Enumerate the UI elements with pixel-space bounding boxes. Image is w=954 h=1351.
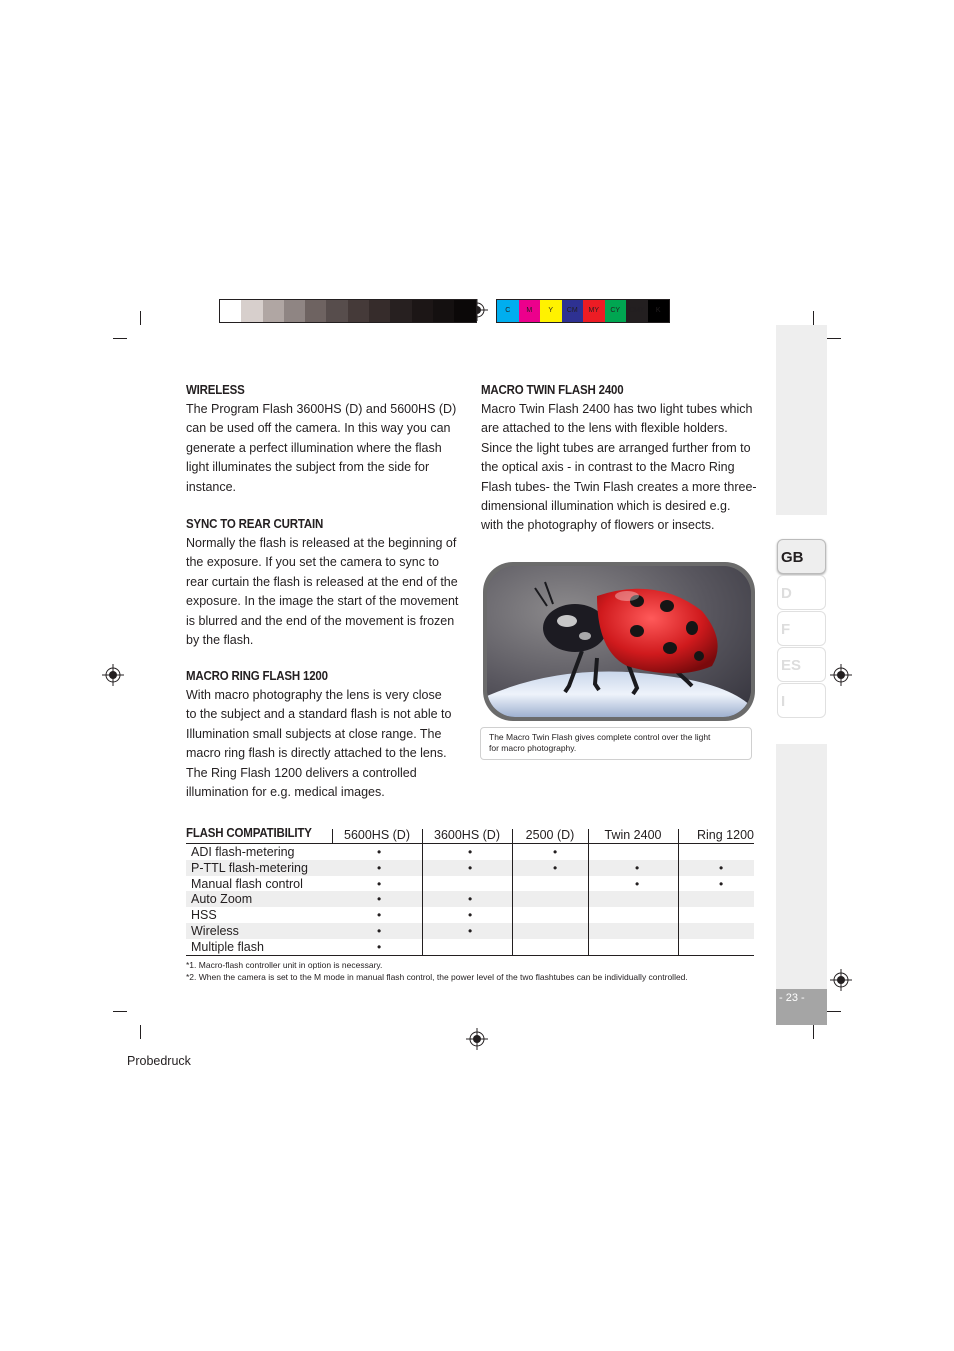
page-number: - 23 - — [779, 992, 805, 1004]
compatibility-bullet: • — [719, 876, 724, 891]
section-body-wireless — [186, 400, 456, 497]
language-tab-f[interactable]: F — [777, 611, 826, 646]
section-heading-sync: SYNC TO REAR CURTAIN — [186, 517, 324, 531]
text-line: exposure. In the image the start of the movement — [186, 594, 459, 609]
text-line: With macro photography the lens is very close — [186, 688, 442, 702]
color-swatch: M — [519, 300, 541, 322]
text-line: The Ring Flash 1200 delivers a controlled — [186, 765, 417, 780]
section-heading-twin: MACRO TWIN FLASH 2400 — [481, 383, 624, 397]
text-line: light illuminates the subject from the side for — [186, 460, 430, 475]
text-line: are attached to the lens with flexible holders. — [481, 421, 728, 436]
compatibility-bullet: • — [553, 860, 558, 875]
grey-scale-bar — [219, 299, 477, 323]
grey-swatch — [433, 300, 454, 322]
language-tab-i[interactable]: I — [777, 683, 826, 718]
ladybug-photo — [483, 562, 755, 721]
grey-swatch — [220, 300, 241, 322]
table-heading: FLASH COMPATIBILITY — [186, 826, 312, 840]
table-row — [186, 876, 754, 892]
grey-swatch — [241, 300, 262, 322]
compatibility-bullet: • — [468, 924, 473, 938]
compatibility-bullet: • — [377, 860, 382, 875]
crop-mark — [140, 311, 141, 325]
color-swatch: Y — [540, 300, 562, 322]
text-line: Normally the flash is released at the beginning of — [186, 536, 457, 550]
photo-caption — [480, 727, 752, 760]
text-line: rear curtain the flash is released at the end of the — [186, 574, 458, 589]
registration-mark-icon — [466, 1028, 488, 1050]
text-line: Since the light tubes are arranged further from to — [481, 440, 751, 455]
table-row — [186, 860, 754, 876]
table-row-label: ADI flash-metering — [191, 845, 295, 859]
grey-swatch — [326, 300, 347, 322]
compatibility-bullet: • — [377, 845, 382, 859]
text-line: Flash tubes- the Twin Flash creates a more three- — [481, 479, 757, 494]
proof-label: Probedruck — [127, 1054, 191, 1068]
text-line: the optical axis - in contrast to the Macro Ring — [481, 460, 735, 475]
section-body-sync — [186, 534, 458, 650]
table-row-label: Wireless — [191, 924, 239, 938]
text-line: generate a perfect illumination where the flash — [186, 440, 442, 455]
compatibility-bullet: • — [377, 908, 382, 923]
table-column-header: 3600HS (D) — [434, 828, 500, 842]
registration-mark-icon — [830, 664, 852, 686]
compatibility-bullet: • — [377, 892, 382, 907]
color-swatch: MY — [583, 300, 605, 322]
table-row-label: P-TTL flash-metering — [191, 860, 308, 875]
text-line: with the photography of flowers or insects. — [481, 518, 715, 533]
table-bottom-rule — [186, 955, 754, 956]
section-body-twin — [481, 400, 757, 536]
text-line: the exposure. If you set the camera to sync to — [186, 555, 439, 570]
color-swatch: CMY — [626, 300, 648, 322]
registration-mark-icon — [830, 969, 852, 991]
compatibility-bullet: • — [468, 892, 473, 907]
table-row-label: Multiple flash — [191, 939, 264, 954]
column-divider — [332, 829, 333, 843]
text-line: dimensional illumination which is desired e.g. — [481, 499, 731, 514]
grey-swatch — [305, 300, 326, 322]
footnote-2: *2. When the camera is set to the M mode in manual flash control, the power level of the two flashtubes can be individually controlled. — [186, 972, 688, 982]
text-line: to the subject and a standard flash is not able to — [186, 707, 452, 722]
side-panel — [776, 325, 827, 515]
table-row-label: HSS — [191, 908, 217, 923]
table-column-header: 2500 (D) — [525, 828, 575, 842]
grey-swatch — [454, 300, 475, 322]
text-line: can be used off the camera. In this way you can — [186, 421, 451, 436]
cmyk-color-bar — [496, 299, 670, 323]
language-tab-gb[interactable]: GB — [777, 539, 826, 574]
color-swatch: CM — [562, 300, 584, 322]
compatibility-bullet: • — [553, 845, 558, 859]
color-swatch: C — [497, 300, 519, 322]
crop-mark — [813, 1025, 814, 1039]
crop-mark — [813, 311, 814, 325]
table-row-label: Manual flash control — [191, 876, 303, 891]
text-line: macro ring flash is directly attached to the lens. — [186, 746, 447, 761]
text-line: instance. — [186, 479, 237, 494]
grey-swatch — [412, 300, 433, 322]
table-column-header: 5600HS (D) — [344, 828, 410, 842]
grey-swatch — [263, 300, 284, 322]
compatibility-bullet: • — [468, 845, 473, 859]
crop-mark — [827, 1011, 841, 1012]
crop-mark — [140, 1025, 141, 1039]
grey-swatch — [369, 300, 390, 322]
color-swatch: K — [648, 300, 670, 322]
grey-swatch — [348, 300, 369, 322]
side-panel — [776, 744, 827, 989]
crop-mark — [113, 338, 127, 339]
column-divider — [512, 829, 513, 955]
crop-mark — [827, 338, 841, 339]
table-row — [186, 891, 754, 907]
column-divider — [678, 829, 679, 955]
table-column-header: Ring 1200 — [697, 828, 754, 842]
crop-mark — [113, 1011, 127, 1012]
language-tab-es[interactable]: ES — [777, 647, 826, 682]
section-body-ring — [186, 686, 451, 802]
language-tab-d[interactable]: D — [777, 575, 826, 610]
column-divider — [588, 829, 589, 955]
photo-caption-line: for macro photography. — [489, 742, 577, 753]
compatibility-bullet: • — [377, 924, 382, 938]
compatibility-bullet: • — [635, 876, 640, 891]
table-row — [186, 844, 754, 860]
table-row — [186, 923, 754, 939]
registration-mark-icon — [102, 664, 124, 686]
text-line: is blurred and the end of the movement is frozen — [186, 613, 455, 628]
compatibility-bullet: • — [719, 860, 724, 875]
section-heading-wireless: WIRELESS — [186, 383, 245, 397]
footnote-1: *1. Macro-flash controller unit in option is necessary. — [186, 960, 383, 970]
text-line: illumination for e.g. medical images. — [186, 785, 385, 800]
table-column-header: Twin 2400 — [604, 828, 662, 842]
table-row — [186, 907, 754, 923]
text-line: by the flash. — [186, 633, 254, 648]
table-row-label: Auto Zoom — [191, 892, 253, 907]
compatibility-bullet: • — [468, 860, 473, 875]
text-line: Macro Twin Flash 2400 has two light tubes which — [481, 402, 753, 416]
photo-caption-line: The Macro Twin Flash gives complete control over the light — [489, 732, 711, 742]
text-line: Illumination small subjects at close range. The — [186, 726, 442, 741]
compatibility-bullet: • — [468, 908, 473, 923]
ladybug-illustration — [487, 566, 751, 717]
grey-swatch — [284, 300, 305, 322]
compatibility-bullet: • — [377, 939, 382, 954]
compatibility-bullet: • — [377, 876, 382, 891]
compatibility-bullet: • — [635, 860, 640, 875]
color-swatch: CY — [605, 300, 627, 322]
text-line: The Program Flash 3600HS (D) and 5600HS (D) — [186, 402, 457, 416]
section-heading-ring: MACRO RING FLASH 1200 — [186, 669, 328, 683]
column-divider — [422, 829, 423, 955]
grey-swatch — [390, 300, 411, 322]
table-row — [186, 939, 754, 955]
